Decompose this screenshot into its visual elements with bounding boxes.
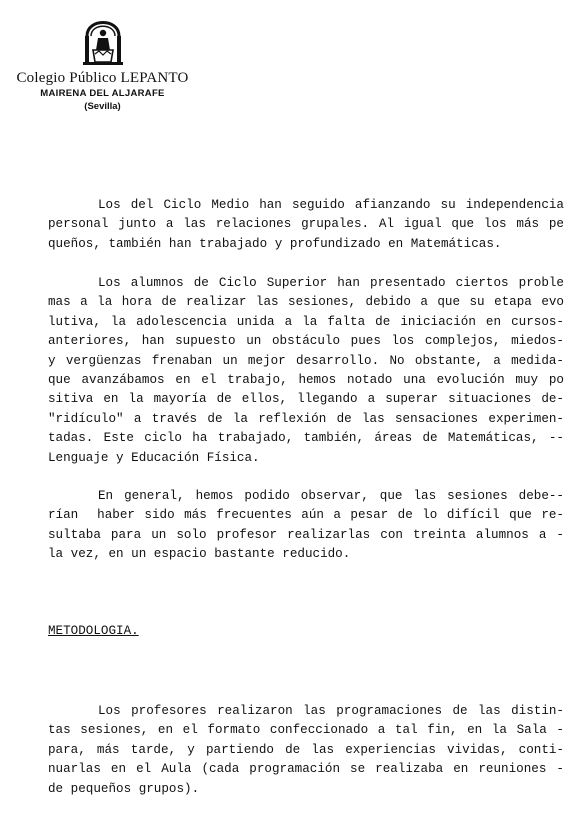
text-line: "ridículo" a través de la reflexión de las sensaciones experimen- bbox=[48, 411, 564, 426]
text-line: la vez, en un espacio bastante reducido. bbox=[48, 547, 351, 562]
text-line: Lenguaje y Educación Física. bbox=[48, 450, 260, 465]
text-line: mas a la hora de realizar las sesiones, debido a que su etapa evo bbox=[48, 295, 564, 310]
paragraph-general bbox=[48, 487, 564, 565]
paragraph-profesores bbox=[48, 702, 564, 799]
text-line: rían haber sido más frecuentes aún a pesar de lo difícil que re- bbox=[48, 508, 564, 523]
text-line: personal junto a las relaciones grupales. Al igual que los más pe bbox=[48, 217, 564, 232]
text-line: tadas. Este ciclo ha trabajado, también, áreas de Matemáticas, -- bbox=[48, 431, 564, 446]
section-heading-metodologia: METODOLOGIA. bbox=[48, 624, 139, 638]
text-line: En general, hemos podido observar, que las sesiones debe-- bbox=[98, 489, 564, 503]
text-line: que avanzábamos en el trabajo, hemos notado una evolución muy po bbox=[48, 373, 564, 388]
text-line: Los profesores realizaron las programaciones de las distin- bbox=[98, 704, 564, 718]
text-line: sultaba para un solo profesor realizarlas con treinta alumnos a - bbox=[48, 527, 564, 542]
text-line: y vergüenzas frenaban un mejor desarrollo. No obstante, a medida- bbox=[48, 353, 564, 368]
school-name: Colegio Público LEPANTO bbox=[16, 70, 189, 86]
text-line: de pequeños grupos). bbox=[48, 781, 200, 796]
text-line: para, más tarde, y partiendo de las experiencias vividas, conti- bbox=[48, 742, 564, 757]
coat-of-arms-icon bbox=[81, 10, 125, 66]
text-line: nuarlas en el Aula (cada programación se realizaba en reuniones - bbox=[48, 762, 564, 777]
text-line: Los del Ciclo Medio han seguido afianzando su independencia bbox=[98, 198, 564, 212]
school-town: MAIRENA DEL ALJARAFE bbox=[40, 88, 165, 99]
school-province: (Sevilla) bbox=[84, 101, 121, 112]
text-line: lutiva, la adolescencia unida a la falta de iniciación en cursos- bbox=[48, 314, 564, 329]
paragraph-ciclo-medio bbox=[48, 196, 564, 254]
text-line: queños, también han trabajado y profundizado en Matemáticas. bbox=[48, 236, 502, 251]
text-line: sitiva en la mayoría de ellos, llegando a superar situaciones de- bbox=[48, 392, 564, 407]
text-line: tas sesiones, en el formato confeccionado a tal fin, en la Sala - bbox=[48, 723, 564, 738]
text-line: anteriores, han supuesto un obstáculo pues los complejos, miedos- bbox=[48, 334, 564, 349]
paragraph-ciclo-superior bbox=[48, 274, 564, 468]
text-line: Los alumnos de Ciclo Superior han presentado ciertos proble bbox=[98, 276, 564, 290]
letterhead bbox=[0, 10, 205, 112]
